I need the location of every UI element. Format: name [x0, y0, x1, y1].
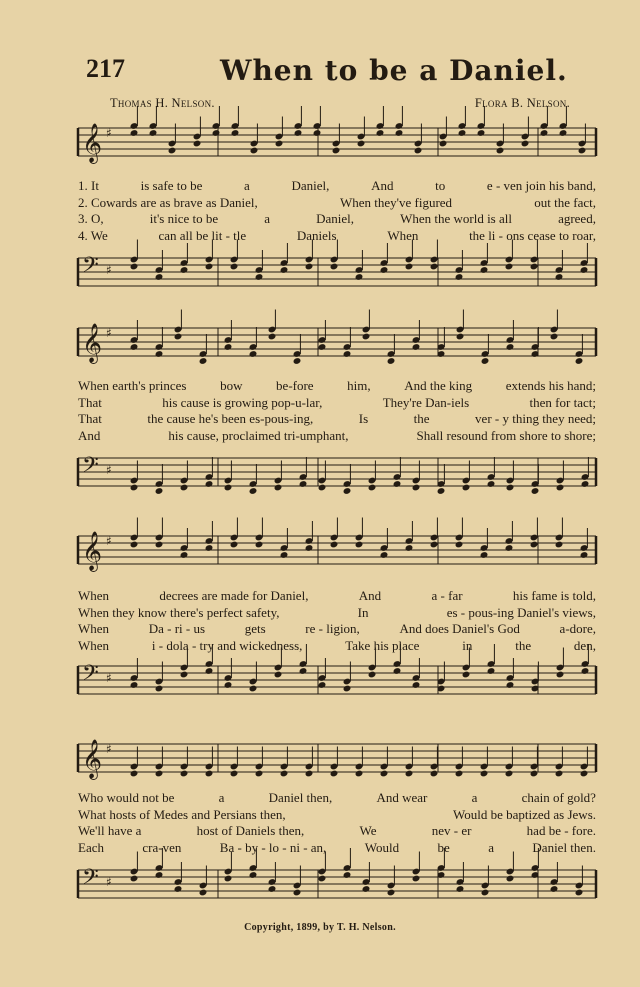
lyric-fragment: i - dola - try and wickedness,: [151, 637, 303, 653]
lyric-fragment: to: [435, 178, 446, 193]
verse-line: [78, 211, 596, 228]
treble-staff: [78, 322, 596, 372]
lyric-fragment: is safe to be: [140, 178, 203, 193]
lyric-fragment: When they know there's perfect safety,: [78, 604, 280, 620]
verse-line: [78, 588, 596, 605]
treble-staff: [78, 530, 596, 580]
lyric-fragment: had be - fore.: [526, 823, 596, 838]
verse-line: [78, 411, 596, 428]
verse-line: [78, 790, 596, 807]
hymn-number: 217: [86, 54, 125, 83]
svg-text:♯: ♯: [106, 126, 112, 140]
verse-lines: [78, 378, 596, 444]
verse-line: [78, 807, 596, 824]
lyric-fragment: Daniel then.: [532, 839, 596, 855]
svg-text:♯: ♯: [106, 263, 112, 277]
lyric-fragment: Daniel,: [291, 178, 330, 193]
lyric-fragment: And wear: [376, 790, 428, 805]
verse-line: [78, 395, 596, 412]
lyric-fragment: That: [78, 411, 102, 426]
lyric-fragment: Is: [358, 411, 369, 426]
bass-staff: [78, 252, 596, 302]
lyric-fragment: We'll have a: [78, 823, 142, 838]
svg-text:♯: ♯: [106, 326, 112, 340]
verse-line: [78, 823, 596, 840]
svg-text:𝄞: 𝄞: [82, 739, 103, 779]
lyric-fragment: in: [462, 637, 473, 653]
lyric-fragment: host of Daniels then,: [196, 823, 305, 838]
lyric-fragment: When earth's princes: [78, 378, 187, 393]
lyric-fragment: Daniels: [296, 227, 337, 243]
lyric-fragment: 2. Cowards are as brave as Daniel,: [78, 194, 258, 210]
lyric-fragment: be-fore: [276, 378, 314, 393]
hymn-title: When to be a Daniel.: [220, 54, 568, 87]
lyric-fragment: his fame is told,: [512, 588, 596, 603]
svg-text:𝄞: 𝄞: [82, 531, 103, 571]
lyric-fragment: a: [264, 211, 270, 226]
lyric-fragment: agreed,: [558, 211, 596, 226]
verse-line: [78, 638, 596, 655]
verse-line: [78, 195, 596, 212]
lyric-fragment: a-dore,: [559, 621, 596, 636]
lyric-fragment: And does Daniel's God: [399, 621, 520, 636]
bass-staff: [78, 660, 596, 710]
lyric-fragment: can all be lit - tle: [158, 227, 247, 243]
lyric-fragment: Ba - by - lo - ni - an,: [219, 839, 327, 855]
bass-staff: [78, 864, 596, 914]
lyric-fragment: nev - er: [431, 823, 472, 838]
verse-line: [78, 840, 596, 857]
svg-text:♯: ♯: [106, 742, 112, 756]
svg-text:𝄞: 𝄞: [82, 323, 103, 363]
lyric-fragment: gets: [244, 621, 266, 636]
lyric-fragment: a: [218, 790, 225, 805]
lyric-fragment: We: [359, 823, 377, 838]
lyric-fragment: re - ligion,: [305, 621, 360, 636]
lyric-fragment: And: [358, 588, 382, 603]
lyric-fragment: cra-ven: [142, 839, 182, 855]
lyric-fragment: Take his place: [345, 637, 420, 653]
lyric-fragment: That: [78, 394, 102, 410]
lyric-fragment: extends his hand;: [505, 378, 596, 393]
svg-text:𝄢: 𝄢: [82, 453, 99, 483]
svg-text:𝄞: 𝄞: [82, 123, 103, 163]
svg-text:♯: ♯: [106, 463, 112, 477]
lyric-fragment: the: [515, 637, 532, 653]
lyric-fragment: Would be baptized as Jews.: [453, 806, 596, 822]
lyric-fragment: And the king: [404, 378, 473, 393]
lyric-fragment: Who would not be: [78, 790, 175, 805]
verse-lines: [78, 588, 596, 654]
lyric-fragment: ver - y thing they need;: [475, 411, 596, 426]
author-music: Flora B. Nelson.: [474, 96, 570, 110]
verse-line: [78, 605, 596, 622]
author-words: Thomas H. Nelson.: [110, 96, 215, 110]
copyright-notice: Copyright, 1899, by T. H. Nelson.: [244, 922, 396, 933]
bass-staff: [78, 452, 596, 502]
svg-text:𝄢: 𝄢: [82, 253, 99, 283]
lyric-fragment: his cause is growing pop-u-lar,: [162, 394, 323, 410]
verse-lines: [78, 178, 596, 244]
svg-text:♯: ♯: [106, 875, 112, 889]
lyric-fragment: What hosts of Medes and Persians then,: [78, 806, 286, 822]
lyric-fragment: When they've figured: [339, 194, 453, 210]
verse-line: [78, 621, 596, 638]
treble-staff: [78, 738, 596, 788]
lyric-fragment: When: [387, 227, 419, 243]
lyric-fragment: out the fact,: [534, 194, 596, 210]
treble-staff: [78, 122, 596, 172]
lyric-fragment: his cause, proclaimed tri-umphant,: [168, 427, 349, 443]
lyric-fragment: chain of gold?: [521, 790, 596, 805]
lyric-fragment: a - far: [431, 588, 463, 603]
lyric-fragment: And: [78, 427, 101, 443]
lyric-fragment: it's nice to be: [149, 211, 219, 226]
lyric-fragment: Would: [364, 839, 400, 855]
lyric-fragment: bow: [220, 378, 243, 393]
lyric-fragment: e - ven join his band,: [486, 178, 596, 193]
lyric-fragment: Daniel,: [316, 211, 354, 226]
lyric-fragment: Each: [78, 839, 104, 855]
lyric-fragment: the li - ons cease to roar,: [469, 227, 596, 243]
lyric-fragment: In: [357, 604, 369, 620]
verse-line: [78, 378, 596, 395]
lyric-fragment: den,: [573, 637, 596, 653]
svg-text:𝄢: 𝄢: [82, 865, 99, 895]
svg-text:♯: ♯: [106, 534, 112, 548]
lyric-fragment: 1. It: [78, 178, 99, 193]
lyric-fragment: They're Dan-iels: [382, 394, 470, 410]
lyric-fragment: 3. O,: [78, 211, 104, 226]
lyric-fragment: And: [371, 178, 394, 193]
lyric-fragment: When: [78, 637, 110, 653]
lyric-fragment: Shall resound from shore to shore;: [416, 427, 596, 443]
lyric-fragment: him,: [347, 378, 371, 393]
lyric-fragment: Daniel then,: [268, 790, 333, 805]
verse-line: [78, 428, 596, 445]
lyric-fragment: a: [471, 790, 478, 805]
lyric-fragment: the cause he's been es-pous-ing,: [147, 411, 314, 426]
lyric-fragment: then for tact;: [529, 394, 596, 410]
lyric-fragment: decrees are made for Daniel,: [159, 588, 309, 603]
lyric-fragment: a: [488, 839, 494, 855]
lyric-fragment: a: [244, 178, 250, 193]
lyric-fragment: es - pous-ing Daniel's views,: [446, 604, 596, 620]
lyric-fragment: be: [437, 839, 450, 855]
lyric-fragment: When the world is all: [400, 211, 512, 226]
lyric-fragment: When: [78, 588, 110, 603]
svg-text:♯: ♯: [106, 671, 112, 685]
lyric-fragment: When: [78, 621, 110, 636]
lyric-fragment: Da - ri - us: [148, 621, 206, 636]
verse-line: [78, 178, 596, 195]
svg-text:𝄢: 𝄢: [82, 661, 99, 691]
lyric-fragment: the: [413, 411, 430, 426]
verse-lines: [78, 790, 596, 856]
lyric-fragment: 4. We: [78, 227, 108, 243]
